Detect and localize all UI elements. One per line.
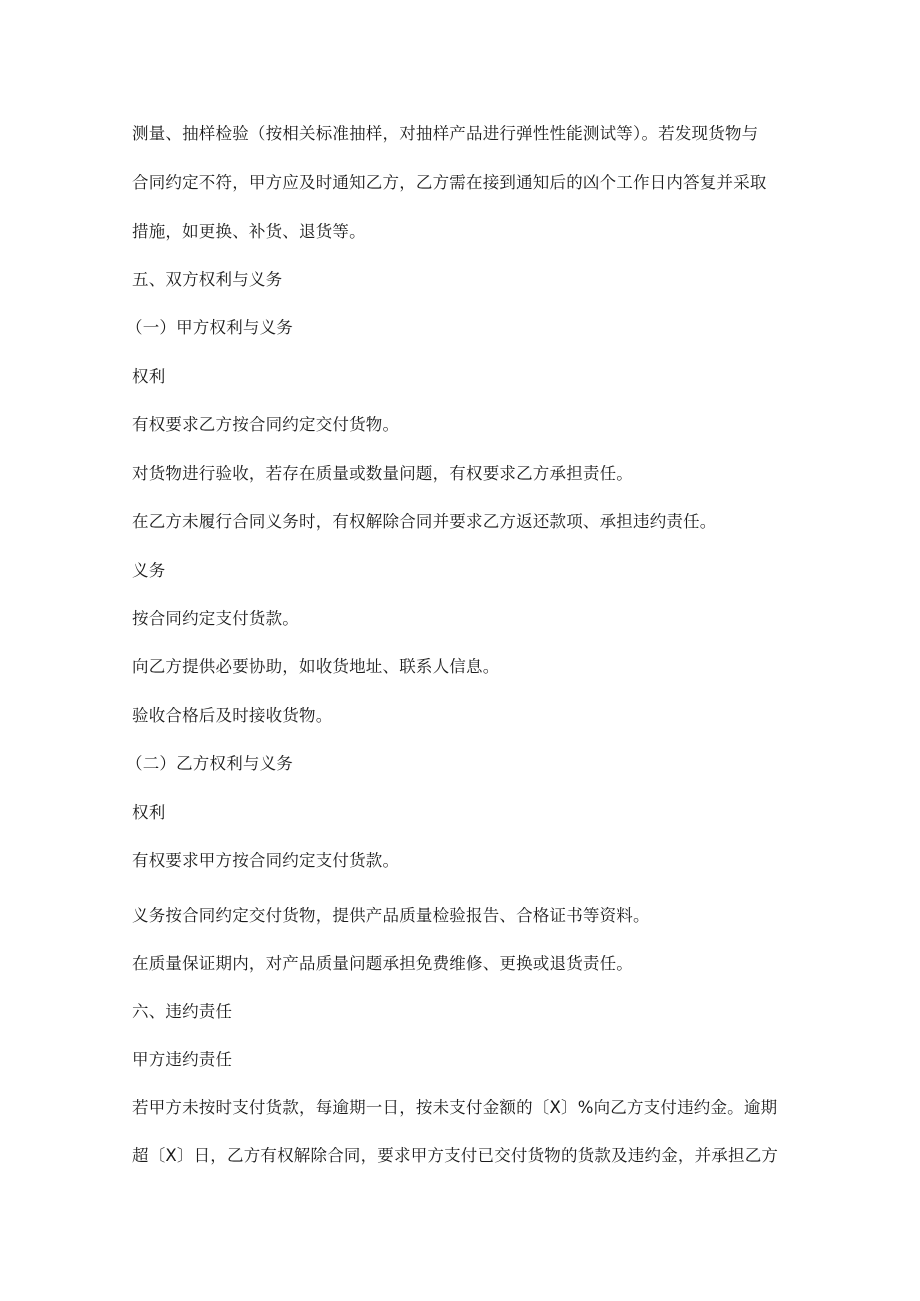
subsection-heading: （二）乙方权利与义务 — [126, 754, 293, 773]
paragraph-line: 有权要求乙方按合同约定交付货物。 — [132, 415, 400, 434]
item-heading: 权利 — [132, 367, 166, 386]
paragraph-line: 对货物进行验收，若存在质量或数量问题，有权要求乙方承担责任。 — [132, 464, 633, 483]
paragraph-line: 合同约定不符，甲方应及时通知乙方，乙方需在接到通知后的凶个工作日内答复并采取 — [132, 173, 767, 192]
item-heading: 甲方违约责任 — [132, 1050, 233, 1069]
item-heading: 权利 — [132, 803, 166, 822]
paragraph-line: 验收合格后及时接收货物。 — [132, 706, 333, 725]
paragraph-line: 测量、抽样检验（按相关标准抽样，对抽样产品进行弹性性能测试等）。若发现货物与 — [132, 124, 759, 143]
paragraph-line: 在乙方未履行合同义务时，有权解除合同并要求乙方返还款项、承担违约责任。 — [132, 512, 717, 531]
paragraph-line: 义务按合同约定交付货物，提供产品质量检验报告、合格证书等资料。 — [132, 906, 650, 925]
paragraph-line: 向乙方提供必要协助，如收货地址、联系人信息。 — [132, 657, 500, 676]
paragraph-line: 在质量保证期内，对产品质量问题承担免费维修、更换或退货责任。 — [132, 954, 633, 973]
section-heading: 五、双方权利与义务 — [132, 270, 283, 289]
paragraph-line: 若甲方未按时支付货款，每逾期一日，按未支付金额的〔X〕%向乙方支付违约金。逾期 — [132, 1098, 778, 1117]
subsection-heading: （一）甲方权利与义务 — [126, 318, 293, 337]
section-heading: 六、违约责任 — [132, 1002, 233, 1021]
paragraph-line: 按合同约定支付货款。 — [132, 609, 299, 628]
item-heading: 义务 — [132, 561, 166, 580]
paragraph-line: 措施，如更换、补货、退货等。 — [132, 222, 366, 241]
paragraph-line: 超〔X〕日，乙方有权解除合同，要求甲方支付已交付货物的货款及违约金，并承担乙方 — [132, 1146, 779, 1165]
paragraph-line: 有权要求甲方按合同约定支付货款。 — [132, 851, 400, 870]
